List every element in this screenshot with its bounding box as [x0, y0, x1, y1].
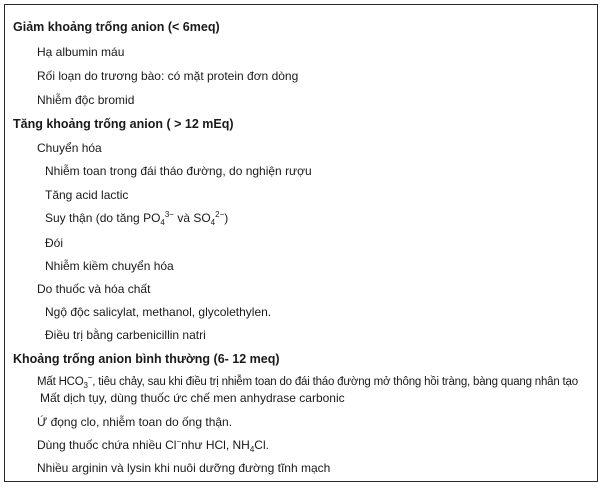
list-item: Ngộ độc salicylat, methanol, glycolethylen.	[45, 305, 272, 319]
group-label-drugs: Do thuốc và hóa chất	[37, 282, 151, 296]
section-heading-normal-gap: Khoảng trống anion bình thường (6- 12 meq)	[13, 352, 280, 366]
list-item: Ứ đọng clo, nhiễm toan do ống thận.	[37, 415, 233, 429]
list-item: Nhiễm kiềm chuyển hóa	[45, 259, 174, 273]
list-item: Nhiễm toan trong đái tháo đường, do nghiện rượu	[45, 164, 312, 178]
list-item: Đói	[45, 236, 64, 250]
list-item: Hạ albumin máu	[37, 45, 125, 59]
list-item: Điều trị bằng carbenicillin natri	[45, 328, 206, 342]
list-item: Rối loạn do trương bào: có mặt protein đơn dòng	[37, 69, 299, 83]
list-item: Nhiễm độc bromid	[37, 93, 135, 107]
group-label-metabolic: Chuyển hóa	[37, 141, 102, 155]
list-item: Tăng acid lactic	[45, 188, 129, 202]
section-heading-increased-gap: Tăng khoảng trống anion ( > 12 mEq)	[13, 117, 234, 131]
list-item-renal-failure: Suy thận (do tăng $PO_4^{3-}$ và $SO_4^{2-}$)	[45, 210, 229, 227]
list-item: Mất dịch tụy, dùng thuốc ức chế men anhydrase carbonic	[40, 391, 345, 405]
list-item: Nhiều arginin và lysin khi nuôi dưỡng đường tĩnh mạch	[37, 461, 331, 475]
list-item-chloride-drugs: Dùng thuốc chứa nhiều Cl−như HCl, $NH_4Cl$.	[37, 437, 269, 454]
section-heading-decreased-gap: Giảm khoảng trống anion (< 6meq)	[13, 20, 220, 34]
list-item-hco3-loss: Mất $HCO_3^-$, tiêu chảy, sau khi điều trị nhiễm toan do đái tháo đường mở thông hồi tràng, bàng quang nhân tạo	[37, 373, 578, 390]
